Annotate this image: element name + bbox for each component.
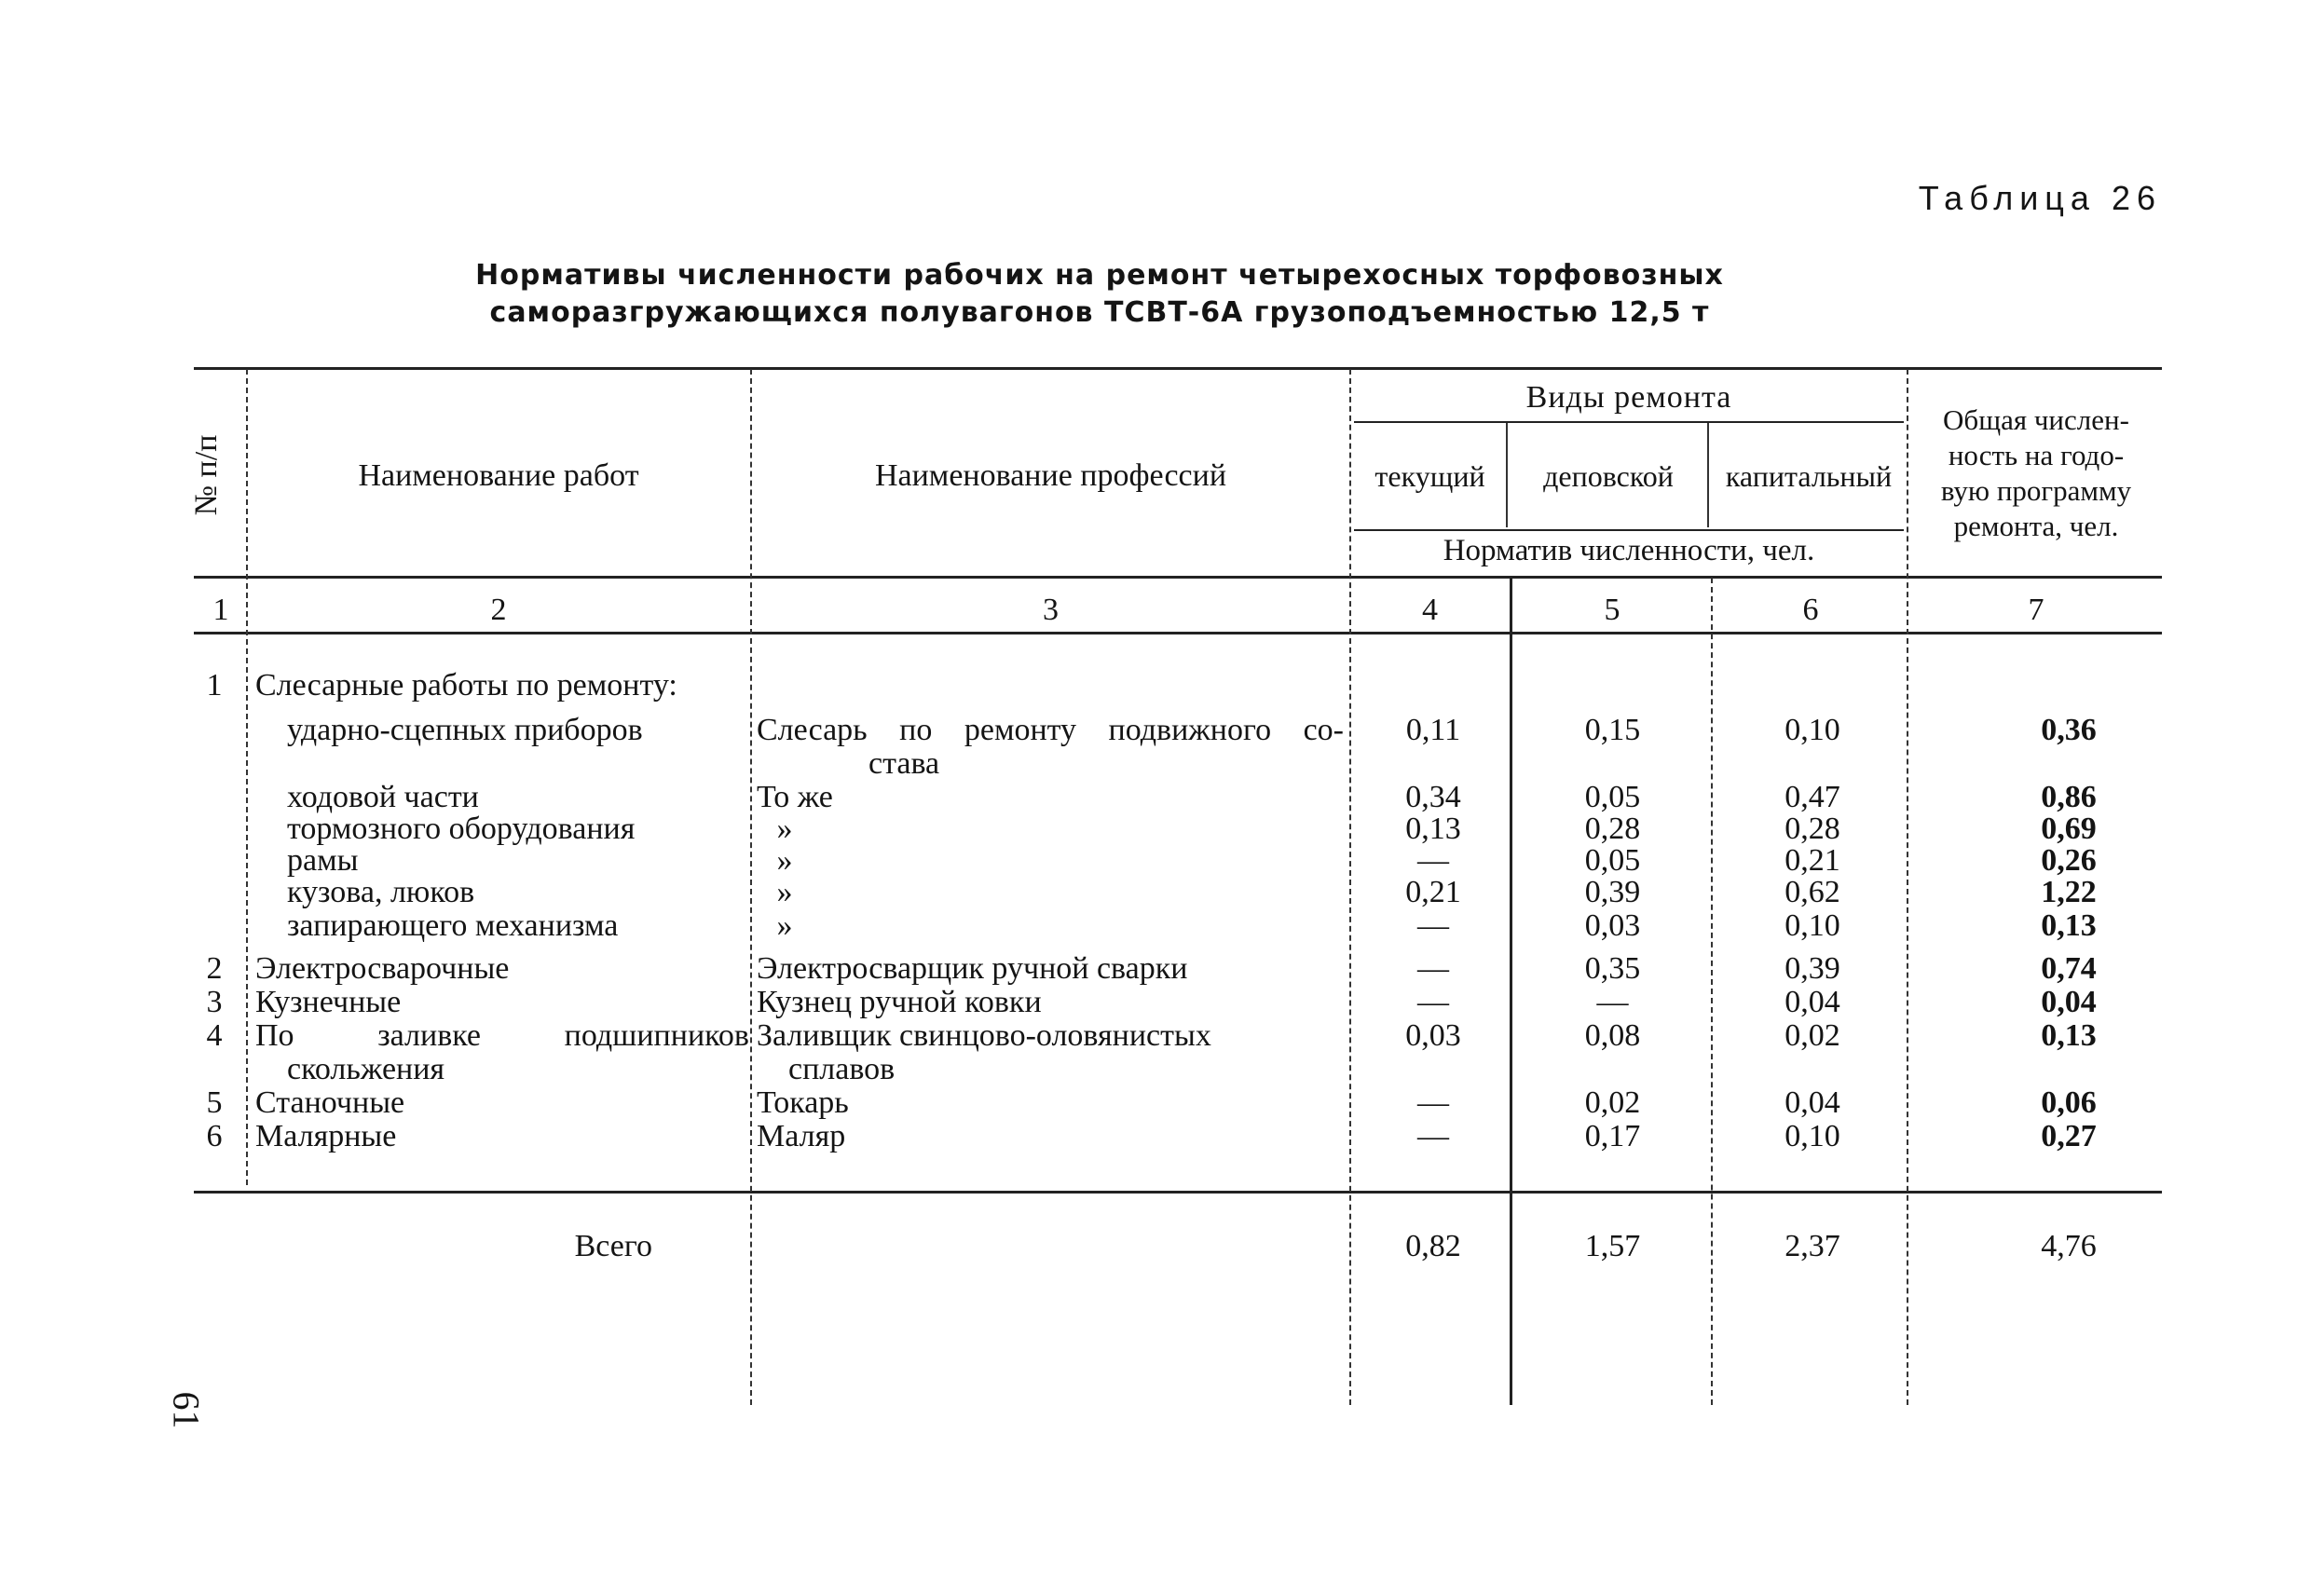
col-divider-1 [246,369,248,1185]
work-name: тормозного оборудования [287,812,636,846]
header-total-line-2: ность на годо- [1948,439,2125,471]
value-current: — [1417,908,1449,943]
header-type-depot: деповской [1543,459,1674,493]
header-bottom-rule [194,576,2162,579]
value-current: 0,34 [1405,780,1461,814]
value-depot: 0,17 [1584,1119,1641,1153]
header-col-work: Наименование работ [358,458,639,493]
value-total: 1,22 [2041,875,2097,909]
profession-name: То же [757,780,833,814]
value-depot: 0,03 [1584,908,1641,943]
col-divider-5a [1707,423,1709,527]
repair-types-rule [1354,421,1904,423]
value-total: 0,13 [2041,1018,2097,1053]
value-current: 0,21 [1405,875,1461,909]
profession-ditto: » [776,908,793,943]
row-number: 5 [206,1085,223,1120]
value-total: 0,13 [2041,908,2097,943]
row-number: 1 [206,668,223,703]
value-depot: 0,08 [1584,1018,1641,1053]
title-line-2: саморазгружающихся полувагонов ТСВТ-6А грузоподъемностью 12,5 т [489,296,1710,329]
work-name: запирающего механизма [287,908,619,943]
header-type-current: текущий [1374,459,1485,493]
row-number: 4 [206,1018,223,1053]
header-norm-unit: Норматив численности, чел. [1443,534,1815,567]
header-col-prof: Наименование профессий [874,458,1227,493]
work-name: Электросварочные [255,951,510,986]
work-name: Малярные [255,1119,397,1153]
body-bottom-rule [194,1191,2162,1194]
row-number: 2 [206,951,223,986]
work-name-cont: скольжения [287,1052,445,1086]
colnum-6: 6 [1802,593,1819,627]
profession-name: Электросварщик ручной сварки [757,951,1188,986]
work-name: ударно-сцепных приборов [287,713,643,747]
work-name: Кузнечные [255,985,402,1019]
colnum-5: 5 [1604,593,1620,627]
work-name: Станочные [255,1085,405,1120]
total-capital: 2,37 [1785,1229,1840,1263]
value-capital: 0,04 [1785,1085,1840,1120]
row-number: 6 [206,1119,223,1153]
value-current: 0,13 [1405,812,1461,846]
colnum-1: 1 [212,593,229,627]
value-capital: 0,04 [1785,985,1840,1019]
value-total: 0,86 [2041,780,2097,814]
value-depot: — [1596,985,1629,1019]
profession-name: Слесарь по ремонту подвижного со- [757,713,1344,747]
value-capital: 0,39 [1785,951,1840,986]
profession-name: Заливщик свинцово-оловянистых [757,1018,1211,1053]
value-capital: 0,47 [1785,780,1840,814]
col-divider-5 [1711,578,1713,1405]
header-total-line-1: Общая числен- [1943,403,2129,436]
value-current: — [1417,985,1449,1019]
work-name: ходовой части [287,780,479,814]
value-depot: 0,15 [1584,713,1641,747]
total-depot: 1,57 [1584,1229,1641,1263]
table-title [429,257,1771,332]
header-col-no: № п/п [189,434,224,516]
table-label: Таблица 26 [1918,179,2162,217]
page-number: 61 [165,1391,208,1429]
total-label: Всего [574,1229,652,1263]
value-total: 0,74 [2041,951,2097,986]
title-line-1: Нормативы численности рабочих на ремонт четырехосных торфовозных [475,259,1724,292]
col-divider-4a [1506,423,1508,527]
total-current: 0,82 [1405,1229,1461,1263]
profession-name-cont: става [868,746,940,781]
work-name: рамы [287,843,359,878]
col-divider-3 [1349,369,1351,1405]
profession-ditto: » [776,812,793,846]
value-current: — [1417,951,1449,986]
value-capital: 0,21 [1785,843,1840,878]
value-capital: 0,02 [1785,1018,1840,1053]
value-capital: 0,10 [1785,1119,1840,1153]
value-capital: 0,28 [1785,812,1840,846]
header-type-capital: капитальный [1725,459,1893,493]
value-capital: 0,62 [1785,875,1840,909]
profession-name: Маляр [757,1119,846,1153]
work-name: кузова, люков [287,875,475,909]
row-number: 3 [206,985,223,1019]
header-total-line-4: ремонта, чел. [1953,510,2119,542]
colnum-bottom-rule [194,632,2162,634]
value-current: 0,03 [1405,1018,1461,1053]
value-capital: 0,10 [1785,713,1840,747]
colnum-2: 2 [490,593,507,627]
value-capital: 0,10 [1785,908,1840,943]
profession-ditto: » [776,875,793,909]
profession-ditto: » [776,843,793,878]
colnum-7: 7 [2028,593,2044,627]
value-current: — [1417,843,1449,878]
value-total: 0,27 [2041,1119,2097,1153]
work-name: Слесарные работы по ремонту: [255,668,677,703]
norm-rule [1354,529,1904,531]
total-overall: 4,76 [2041,1229,2097,1263]
value-current: — [1417,1119,1449,1153]
value-depot: 0,35 [1584,951,1641,986]
profession-name: Токарь [757,1085,849,1120]
value-depot: 0,05 [1584,780,1641,814]
colnum-3: 3 [1043,593,1059,627]
work-name: По заливке подшипников [255,1018,749,1053]
value-total: 0,69 [2041,812,2097,846]
profession-name-cont: сплавов [788,1052,896,1086]
value-total: 0,06 [2041,1085,2097,1120]
colnum-4: 4 [1422,593,1438,627]
value-current: — [1417,1085,1449,1120]
value-total: 0,04 [2041,985,2097,1019]
value-depot: 0,28 [1584,812,1641,846]
value-current: 0,11 [1405,713,1461,747]
header-repair-types: Виды ремонта [1525,380,1732,415]
value-total: 0,26 [2041,843,2097,878]
value-total: 0,36 [2041,713,2097,747]
header-total [1910,402,2162,544]
header-total-line-3: вую программу [1940,474,2132,507]
table-top-rule [194,367,2162,370]
value-depot: 0,05 [1584,843,1641,878]
profession-name: Кузнец ручной ковки [757,985,1042,1019]
value-depot: 0,02 [1584,1085,1641,1120]
value-depot: 0,39 [1584,875,1641,909]
